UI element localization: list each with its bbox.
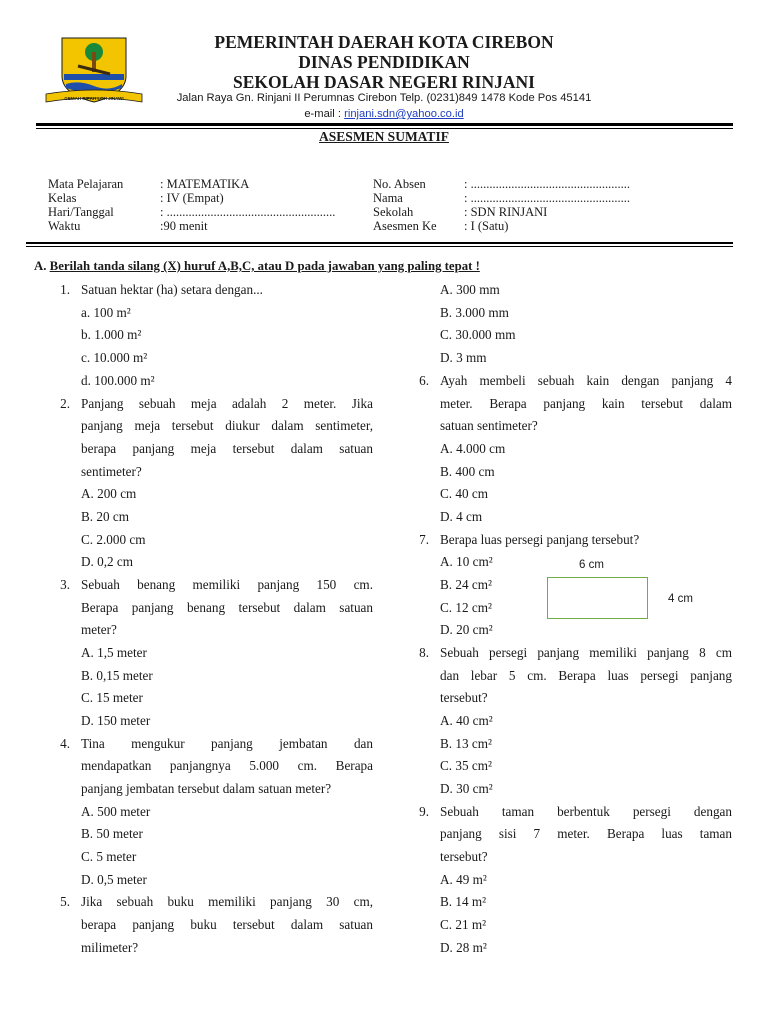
- q3-option-d[interactable]: D. 150 meter: [81, 713, 151, 728]
- q4-option-a[interactable]: A. 500 meter: [81, 804, 151, 819]
- q1-number: 1.: [60, 282, 70, 297]
- q8-option-b[interactable]: B. 13 cm²: [440, 736, 492, 751]
- q6-text-line-1: Ayah membeli sebuah kain dengan panjang 4: [440, 373, 732, 388]
- info-value-date[interactable]: : ......................................................: [160, 205, 336, 219]
- info-label-time: Waktu: [48, 219, 81, 233]
- q7-rectangle-figure: [547, 577, 648, 619]
- section-instruction-text: Berilah tanda silang (X) huruf A,B,C, atau D pada jawaban yang paling tepat !: [49, 259, 480, 273]
- q4-text-line-1: Tina mengukur panjang jembatan dan: [81, 736, 373, 751]
- q3-text-line-3: meter?: [81, 622, 117, 637]
- info-label-school: Sekolah: [373, 205, 414, 219]
- q6-option-c[interactable]: C. 40 cm: [440, 486, 488, 501]
- q6-option-b[interactable]: B. 400 cm: [440, 464, 495, 479]
- header-email-line: [150, 107, 618, 121]
- info-value-name[interactable]: : ...................................................: [464, 191, 630, 205]
- q6-option-a[interactable]: A. 4.000 cm: [440, 441, 506, 456]
- q8-text-line-1: Sebuah persegi panjang memiliki panjang 8 cm: [440, 645, 732, 660]
- q3-option-c[interactable]: C. 15 meter: [81, 690, 143, 705]
- q8-number: 8.: [419, 645, 429, 660]
- info-value-assessment: : I (Satu): [464, 219, 509, 233]
- q2-option-c[interactable]: C. 2.000 cm: [81, 532, 146, 547]
- info-value-school: : SDN RINJANI: [464, 205, 548, 219]
- q8-option-c[interactable]: C. 35 cm²: [440, 758, 492, 773]
- q6-text-line-3: satuan sentimeter?: [440, 418, 538, 433]
- q2-number: 2.: [60, 396, 70, 411]
- q1-option-c[interactable]: c. 10.000 m²: [81, 350, 148, 365]
- info-label-date: Hari/Tanggal: [48, 205, 114, 219]
- q2-option-d[interactable]: D. 0,2 cm: [81, 554, 134, 569]
- q4-text-line-3: panjang jembatan tersebut dalam satuan meter?: [81, 781, 332, 796]
- q9-option-c[interactable]: C. 21 m²: [440, 917, 487, 932]
- info-value-subject: : MATEMATIKA: [160, 177, 250, 191]
- email-link[interactable]: rinjani.sdn@yahoo.co.id: [344, 108, 464, 120]
- q9-option-a[interactable]: A. 49 m²: [440, 872, 487, 887]
- q1-option-d[interactable]: d. 100.000 m²: [81, 373, 155, 388]
- q4-text-line-2: mendapatkan panjangnya 5.000 cm. Berapa: [81, 758, 373, 773]
- q5-number: 5.: [60, 894, 70, 909]
- q5-option-d[interactable]: D. 3 mm: [440, 350, 487, 365]
- q2-option-b[interactable]: B. 20 cm: [81, 509, 129, 524]
- q3-text-line-1: Sebuah benang memiliki panjang 150 cm.: [81, 577, 373, 592]
- logo-motto: GEMAH RIPAH LOH JINAWI: [64, 96, 124, 101]
- q7-number: 7.: [419, 532, 429, 547]
- q5-text-line-2: berapa panjang buku tersebut dalam satuan: [81, 917, 373, 932]
- q7-text: Berapa luas persegi panjang tersebut?: [440, 532, 640, 547]
- q3-option-a[interactable]: A. 1,5 meter: [81, 645, 147, 660]
- q5-option-b[interactable]: B. 3.000 mm: [440, 305, 509, 320]
- q7-figure-side-label: 4 cm: [668, 593, 693, 605]
- header-address: Jalan Raya Gn. Rinjani II Perumnas Cirebon Telp. (0231)849 1478 Kode Pos 45141: [176, 92, 592, 104]
- q4-option-c[interactable]: C. 5 meter: [81, 849, 137, 864]
- q3-number: 3.: [60, 577, 70, 592]
- header-rule-thick: [36, 123, 733, 126]
- q9-text-line-2: panjang sisi 7 meter. Berapa luas taman: [440, 826, 732, 841]
- q9-text-line-1: Sebuah taman berbentuk persegi dengan: [440, 804, 732, 819]
- q5-text-line-1: Jika sebuah buku memiliki panjang 30 cm,: [81, 894, 373, 909]
- info-label-class: Kelas: [48, 191, 77, 205]
- q9-option-b[interactable]: B. 14 m²: [440, 894, 487, 909]
- q2-text-line-2: panjang meja tersebut diukur dalam sentimeter,: [81, 418, 373, 433]
- q2-text-line-4: sentimeter?: [81, 464, 142, 479]
- info-value-class: : IV (Empat): [160, 191, 224, 205]
- info-value-time: :90 menit: [160, 219, 208, 233]
- q6-text-line-2: meter. Berapa panjang kain tersebut dalam: [440, 396, 732, 411]
- info-label-assessment: Asesmen Ke: [373, 219, 437, 233]
- q4-option-d[interactable]: D. 0,5 meter: [81, 872, 147, 887]
- q4-option-b[interactable]: B. 50 meter: [81, 826, 143, 841]
- q7-option-c[interactable]: C. 12 cm²: [440, 600, 492, 615]
- email-label: e-mail :: [304, 108, 341, 120]
- info-label-absen: No. Absen: [373, 177, 426, 191]
- q8-text-line-2: dan lebar 5 cm. Berapa luas persegi panjang: [440, 668, 732, 683]
- q1-text: Satuan hektar (ha) setara dengan...: [81, 282, 263, 297]
- q3-text-line-2: Berapa panjang benang tersebut dalam satuan: [81, 600, 373, 615]
- section-instruction: [34, 258, 480, 274]
- info-block-right: [373, 177, 693, 233]
- q2-text-line-1: Panjang sebuah meja adalah 2 meter. Jika: [81, 396, 373, 411]
- q7-figure-top-label: 6 cm: [579, 559, 604, 571]
- header-line-3: SEKOLAH DASAR NEGERI RINJANI: [233, 72, 535, 92]
- school-logo: [44, 36, 144, 111]
- q9-option-d[interactable]: D. 28 m²: [440, 940, 487, 955]
- q8-text-line-3: tersebut?: [440, 690, 488, 705]
- q7-option-b[interactable]: B. 24 cm²: [440, 577, 492, 592]
- info-label-name: Nama: [373, 191, 403, 205]
- exam-title: ASESMEN SUMATIF: [319, 129, 449, 144]
- header-line-2: DINAS PENDIDIKAN: [298, 52, 470, 72]
- q9-number: 9.: [419, 804, 429, 819]
- q5-option-a[interactable]: A. 300 mm: [440, 282, 500, 297]
- q8-option-a[interactable]: A. 40 cm²: [440, 713, 493, 728]
- q4-number: 4.: [60, 736, 70, 751]
- info-value-absen[interactable]: : ...................................................: [464, 177, 630, 191]
- q2-text-line-3: berapa panjang meja tersebut dalam satuan: [81, 441, 373, 456]
- q7-option-a[interactable]: A. 10 cm²: [440, 554, 493, 569]
- section-letter: A.: [34, 259, 47, 273]
- q7-option-d[interactable]: D. 20 cm²: [440, 622, 493, 637]
- info-rule-thin: [26, 246, 733, 247]
- q5-text-line-3: milimeter?: [81, 940, 139, 955]
- q6-number: 6.: [419, 373, 429, 388]
- header-line-1: PEMERINTAH DAERAH KOTA CIREBON: [214, 32, 554, 52]
- q6-option-d[interactable]: D. 4 cm: [440, 509, 483, 524]
- q8-option-d[interactable]: D. 30 cm²: [440, 781, 493, 796]
- info-block-left: [48, 177, 368, 233]
- q2-option-a[interactable]: A. 200 cm: [81, 486, 137, 501]
- info-label-subject: Mata Pelajaran: [48, 177, 124, 191]
- q5-option-c[interactable]: C. 30.000 mm: [440, 327, 516, 342]
- info-rule-thick: [26, 242, 733, 244]
- q1-option-a[interactable]: a. 100 m²: [81, 305, 131, 320]
- q3-option-b[interactable]: B. 0,15 meter: [81, 668, 153, 683]
- q9-text-line-3: tersebut?: [440, 849, 488, 864]
- q1-option-b[interactable]: b. 1.000 m²: [81, 327, 142, 342]
